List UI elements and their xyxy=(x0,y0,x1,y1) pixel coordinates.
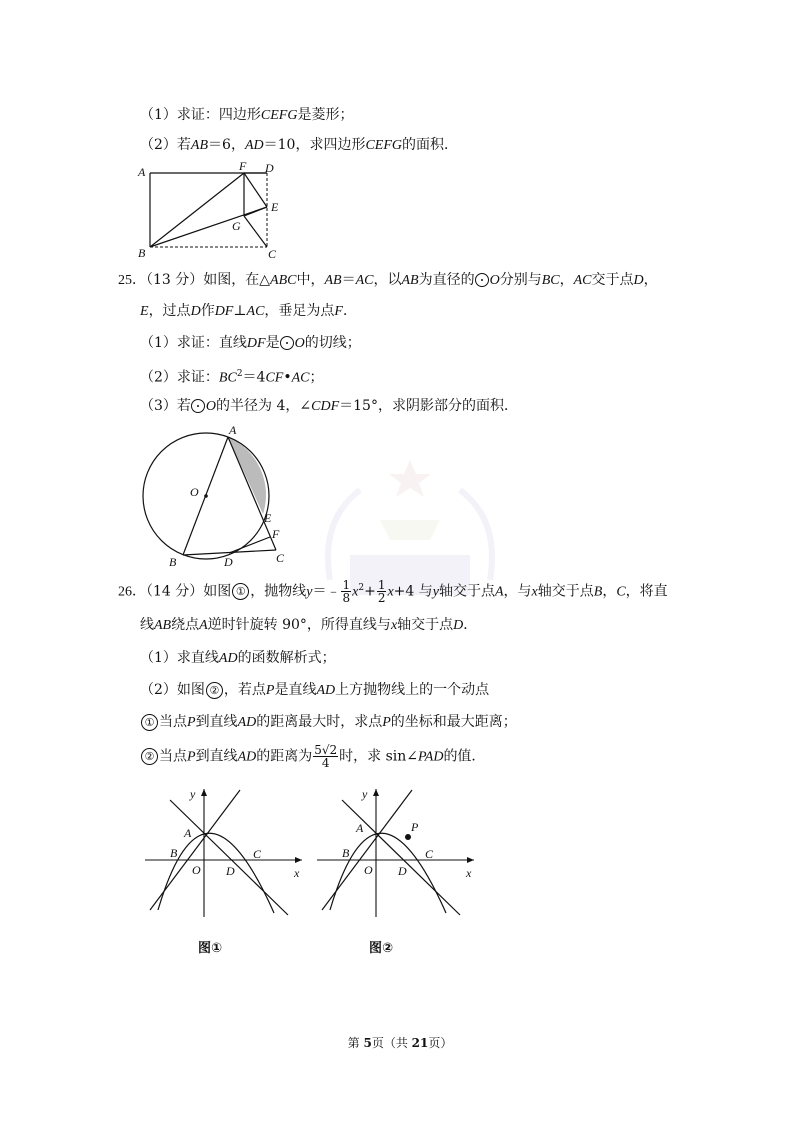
label-D: D xyxy=(226,864,235,878)
q25-part2: （2）求证：$BC^2=4CF•AC$； xyxy=(140,369,324,386)
label-D: D xyxy=(265,161,274,175)
label-O: O xyxy=(190,485,199,499)
label-B: B xyxy=(342,846,350,860)
label-F: F xyxy=(239,159,247,173)
q25-stem-line2: E，过点D作DF⊥AC，垂足为点F． xyxy=(140,303,357,319)
label-D: D xyxy=(224,555,233,569)
label-x: x xyxy=(294,866,300,880)
page-number: 5 xyxy=(363,1036,372,1050)
q25-figure xyxy=(130,420,300,570)
q24-part1: （1）求证：四边形CEFG是菱形； xyxy=(140,107,354,123)
q26-stem-line1: 26．（14 分）如图 ① ，抛物线y＝﹣ $\frac{1}{8}$ $x^2+$ $\frac{1}{2}$ x+4 与y轴交于点A，与x轴交于点B，C，将直 xyxy=(118,578,668,606)
label-B: B xyxy=(170,846,178,860)
label-y: y xyxy=(190,787,196,801)
q24-part2: （2）若AB＝6，AD＝10，求四边形CEFG的面积． xyxy=(140,137,459,153)
circle-dot-symbol xyxy=(475,273,489,287)
label-C: C xyxy=(253,847,262,861)
q26-figure-1 xyxy=(140,785,310,920)
label-x: x xyxy=(466,866,472,880)
q26-part1: （1）求直线AD的函数解析式； xyxy=(140,650,336,666)
q26-stem-line2: 线AB绕点A逆时针旋转 90°，所得直线与x轴交于点D． xyxy=(140,617,478,633)
figure-caption-1: 图① xyxy=(198,941,223,956)
label-C: C xyxy=(425,847,434,861)
label-C: C xyxy=(268,247,277,261)
q24-figure xyxy=(130,160,300,260)
label-B: B xyxy=(169,555,177,569)
circle-dot-symbol xyxy=(191,399,205,413)
q25-part3: （3）若 O的半径为 4，∠CDF＝15°，求阴影部分的面积． xyxy=(140,398,518,414)
q26-part2: （2）如图 ② ，若点P是直线AD上方抛物线上的一个动点 xyxy=(140,682,490,698)
circle-dot-symbol xyxy=(280,336,294,350)
label-A: A xyxy=(138,165,146,179)
label-y: y xyxy=(362,787,368,801)
label-E: E xyxy=(264,511,272,525)
page-footer: 第 5页（共 21页） xyxy=(347,1036,453,1050)
q26-sub2: ② 当点P到直线AD的距离为 $\frac{5√2}{4}$ 时，求 sin∠PAD的值． xyxy=(140,744,485,769)
q26-sub1: ① 当点P到直线AD的距离最大时，求点P的坐标和最大距离； xyxy=(140,712,517,733)
label-O: O xyxy=(192,863,201,877)
q26-figure-2 xyxy=(312,785,482,920)
label-E: E xyxy=(271,200,279,214)
label-P: P xyxy=(411,820,419,834)
label-G: G xyxy=(232,219,241,233)
label-D: D xyxy=(398,864,407,878)
label-A: A xyxy=(356,821,364,835)
label-O: O xyxy=(364,863,373,877)
label-A: A xyxy=(229,423,237,437)
total-pages: 21 xyxy=(411,1036,429,1050)
label-C: C xyxy=(276,551,285,565)
label-A: A xyxy=(184,826,192,840)
label-F: F xyxy=(272,527,280,541)
label-B: B xyxy=(138,246,146,260)
figure-caption-2: 图② xyxy=(369,941,394,956)
q25-part1: （1）求证：直线DF是 O的切线； xyxy=(140,335,361,351)
q25-stem-line1: 25．（13 分）如图，在△ABC中，AB＝AC，以AB为直径的 O分别与BC，AC交于点D， xyxy=(118,272,658,288)
